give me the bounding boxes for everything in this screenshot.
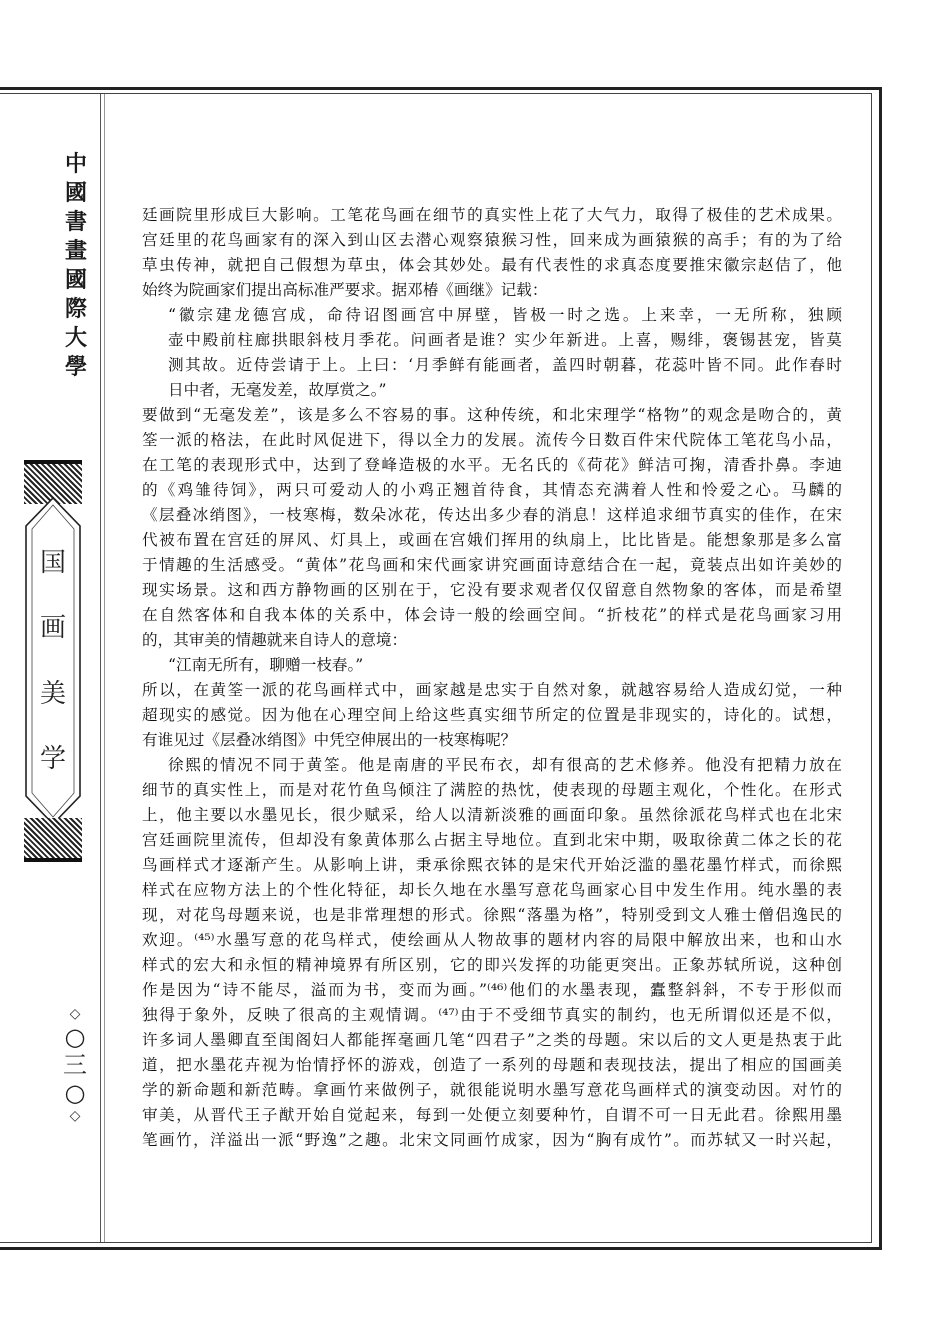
text-line: 细节的真实性上，而是对花竹鱼鸟倾注了满腔的热忱，使表现的母题主观化，个性化。在形式	[142, 781, 842, 799]
side-title-char: 國	[64, 267, 87, 293]
text-line: 样式在应物方法上的个性化特征，却长久地在水墨写意花鸟画家心目中发生作用。纯水墨的表	[142, 881, 842, 899]
text-line: 超现实的感觉。因为他在心理空间上给这些真实细节所定的位置是非现实的，诗化的。试想，	[142, 706, 842, 724]
text-line: 壶中殿前柱廊拱眼斜枝月季花。问画者是谁？实少年新进。上喜，赐绯，褒锡甚宠，皆莫	[168, 331, 842, 349]
text-line: 的《鸡雏待饲》，两只可爱动人的小鸡正翘首待食，其情态充满着人性和怜爱之心。马麟的	[142, 481, 842, 499]
book-title-char: 学	[39, 744, 66, 775]
text-line: 的，其审美的情趣就来自诗人的意境：	[142, 631, 408, 649]
side-title	[58, 150, 94, 382]
book-title-char: 美	[39, 678, 66, 709]
body-text	[142, 203, 842, 1153]
side-title-char: 書	[64, 209, 87, 235]
side-title-char: 學	[64, 354, 87, 380]
side-divider	[100, 94, 101, 1242]
text-line: 代被布置在宫廷的屏风、灯具上，或画在宫娥们挥用的纨扇上，比比皆是。能想象那是多么富	[142, 531, 842, 549]
text-line: 上，他主要以水墨见长，很少赋采，给人以清新淡雅的画面印象。虽然徐派花鸟样式也在北宋	[142, 806, 842, 824]
text-line: 《层叠冰绡图》，一枝寒梅，数朵冰花，传达出多少春的消息！这样追求细节真实的佳作，在宋	[142, 506, 842, 524]
text-line: “徽宗建龙德宫成，命待诏图画宫中屏壁，皆极一时之选。上来幸，一无所称，独顾	[168, 306, 842, 324]
side-title-char: 中	[64, 151, 87, 177]
text-line: 筌一派的格法，在此时风促进下，得以全力的发展。流传今日数百件宋代院体工笔花鸟小品，	[142, 431, 842, 449]
text-line: 测其故。近侍尝请于上。上曰：‘月季鲜有能画者，盖四时朝暮，花蕊叶皆不同。此作春时	[168, 356, 842, 374]
text-line: 现，对花鸟母题来说，也是非常理想的形式。徐熙“落墨为格”，特别受到文人雅士僧侣逸民的	[142, 906, 842, 924]
text-line: 所以，在黄筌一派的花鸟画样式中，画家越是忠实于自然对象，就越容易给人造成幻觉，一种	[142, 681, 842, 699]
page-number	[60, 1005, 90, 1125]
text-line: 要做到“无毫发差”，该是多么不容易的事。这种传统，和北宋理学“格物”的观念是吻合的，黄	[142, 406, 842, 424]
text-line: 鸟画样式才逐渐产生。从影响上讲，秉承徐熙衣钵的是宋代开始泛滥的墨花墨竹样式，而徐熙	[142, 856, 842, 874]
book-title-cartouche	[22, 496, 84, 826]
text-line: 始终为院画家们提出高标准严要求。据邓椿《画继》记载：	[142, 281, 548, 299]
text-line: 宫廷画院里流传，但却没有象黄体那么占据主导地位。直到北宋中期，吸取徐黄二体之长的花	[142, 831, 842, 849]
text-line: “江南无所有，聊赠一枝春。”	[168, 656, 364, 674]
text-line: 作是因为“诗不能尽，溢而为书，变而为画。”⁽⁴⁶⁾他们的水墨表现，蠹整斜斜，不专于形似而	[142, 981, 842, 999]
text-line: 在工笔的表现形式中，达到了登峰造极的水平。无名氏的《荷花》鲜洁可掬，清香扑鼻。李迪	[142, 456, 842, 474]
text-line: 审美，从晋代王子猷开始自觉起来，每到一处便立刻要种竹，自谓不可一日无此君。徐熙用墨	[142, 1106, 842, 1124]
text-line: 道，把水墨花卉视为怡情抒怀的游戏，创造了一系列的母题和表现技法，提出了相应的国画美	[142, 1056, 842, 1074]
text-line: 许多词人墨卿直至闺阁妇人都能挥毫画几笔“四君子”之类的母题。宋以后的文人更是热衷于此	[142, 1031, 842, 1049]
text-line: 于情趣的生活感受。“黄体”花鸟画和宋代画家讲究画面诗意结合在一起，竟装点出如许美妙的	[142, 556, 842, 574]
page-digit: ○	[64, 1079, 86, 1107]
side-title-char: 大	[64, 325, 87, 351]
text-line: 有谁见过《层叠冰绡图》中凭空伸展出的一枝寒梅呢？	[142, 731, 517, 749]
text-line: 草虫传神，就把自己假想为草虫，体会其妙处。最有代表性的求真态度要推宋徽宗赵佶了，他	[142, 256, 842, 274]
text-line: 独得于象外，反映了很高的主观情调。⁽⁴⁷⁾由于不受细节真实的制约，也无所谓似还是不似，	[142, 1006, 842, 1024]
text-line: 学的新命题和新范畴。拿画竹来做例子，就很能说明水墨写意花鸟画样式的演变动因。对竹的	[142, 1081, 842, 1099]
text-line: 日中者，无毫发差，故厚赏之。”	[168, 381, 387, 399]
side-title-char: 國	[64, 180, 87, 206]
text-line: 现实场景。这和西方静物画的区别在于，它没有要求观者仅仅留意自然物象的客体，而是希望	[142, 581, 842, 599]
text-line: 在自然客体和自我本体的关系中，体会诗一般的绘画空间。“折枝花”的样式是花鸟画家习用	[142, 606, 842, 624]
side-title-char: 畫	[64, 238, 87, 264]
side-title-char: 際	[64, 296, 87, 322]
side-divider-thin	[104, 94, 105, 1242]
book-title-char: 国	[39, 547, 66, 578]
text-line: 欢迎。⁽⁴⁵⁾水墨写意的花鸟样式，使绘画从人物故事的题材内容的局限中解放出来，也和山水	[142, 931, 842, 949]
diamond-bottom-icon: ◇	[69, 1108, 81, 1124]
ornament-band-bottom	[24, 818, 82, 862]
text-line: 笔画竹，洋溢出一派“野逸”之趣。北宋文同画竹成家，因为“胸有成竹”。而苏轼又一时兴起，	[142, 1131, 842, 1149]
book-title	[22, 496, 84, 826]
text-line: 廷画院里形成巨大影响。工笔花鸟画在细节的真实性上花了大气力，取得了极佳的艺术成果。	[142, 206, 842, 224]
text-line: 徐熙的情况不同于黄筌。他是南唐的平民布衣，却有很高的艺术修养。他没有把精力放在	[168, 756, 842, 774]
page-digit: 三	[63, 1051, 87, 1079]
text-line: 宫廷里的花鸟画家有的深入到山区去潜心观察猿猴习性，回来成为画猿猴的高手；有的为了给	[142, 231, 842, 249]
diamond-top-icon: ◇	[69, 1006, 81, 1022]
page-digit: ○	[64, 1023, 86, 1051]
book-title-char: 画	[39, 613, 66, 644]
text-line: 样式的宏大和永恒的精神境界有所区别，它的即兴发挥的功能更突出。正象苏轼所说，这种创	[142, 956, 842, 974]
